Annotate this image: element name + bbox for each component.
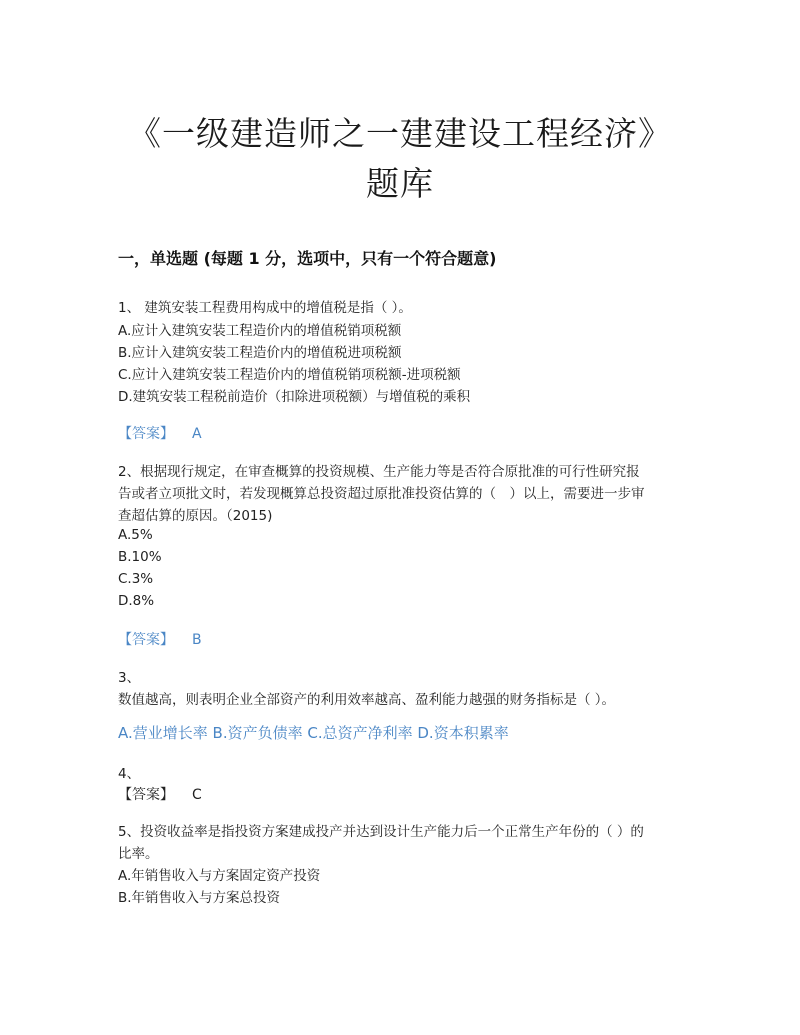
q2-stem-line3: 查超估算的原因。（2015) [118,508,273,524]
q5-option-a: A.年销售收入与方案固定资产投资 [118,868,321,884]
q2-stem-line1: 2、根据现行规定，在审查概算的投资规模、生产能力等是否符合原批准的可行性研究报 [118,464,640,480]
q2-answer [118,629,202,649]
q4-answer [118,784,202,804]
q4-number: 4、 [118,766,141,782]
answer-label: 【答案】 [118,426,174,442]
q1-option-c: C.应计入建筑安装工程造价内的增值税销项税额-进项税额 [118,367,461,383]
document-title-line2: 题库 [366,164,434,203]
answer-value: A [192,426,202,442]
q2-option-a: A.5% [118,527,153,543]
answer-label: 【答案】 [118,632,174,648]
q1-option-a: A.应计入建筑安装工程造价内的增值税销项税额 [118,323,402,339]
q5-option-b: B.年销售收入与方案总投资 [118,890,281,906]
q3-options: A.营业增长率 B.资产负债率 C.总资产净利率 D.资本积累率 [118,724,509,742]
q1-option-d: D.建筑安装工程税前造价（扣除进项税额）与增值税的乘积 [118,389,471,405]
q1-option-b: B.应计入建筑安装工程造价内的增值税进项税额 [118,345,402,361]
answer-value: B [192,632,202,648]
q2-stem-line2: 告或者立项批文时，若发现概算总投资超过原批准投资估算的（ ）以上，需要进一步审 [118,486,645,502]
answer-label: 【答案】 [118,787,174,803]
q2-option-d: D.8% [118,593,155,609]
q1-answer [118,423,202,443]
answer-value: C [192,787,202,803]
q3-number: 3、 [118,670,141,686]
q3-stem: 数值越高，则表明企业全部资产的利用效率越高、盈利能力越强的财务指标是（ ）。 [118,692,616,708]
section-heading: 一，单选题 (每题 1 分，选项中，只有一个符合题意) [118,249,497,268]
q5-stem-line1: 5、投资收益率是指投资方案建成投产并达到设计生产能力后一个正常生产年份的（ ）的 [118,824,644,840]
q5-stem-line2: 比率。 [118,846,159,862]
q2-option-b: B.10% [118,549,162,565]
q2-option-c: C.3% [118,571,154,587]
document-title-line1: 《一级建造师之一建建设工程经济》 [128,114,672,153]
q1-stem: 1、 建筑安装工程费用构成中的增值税是指（ ）。 [118,300,412,316]
